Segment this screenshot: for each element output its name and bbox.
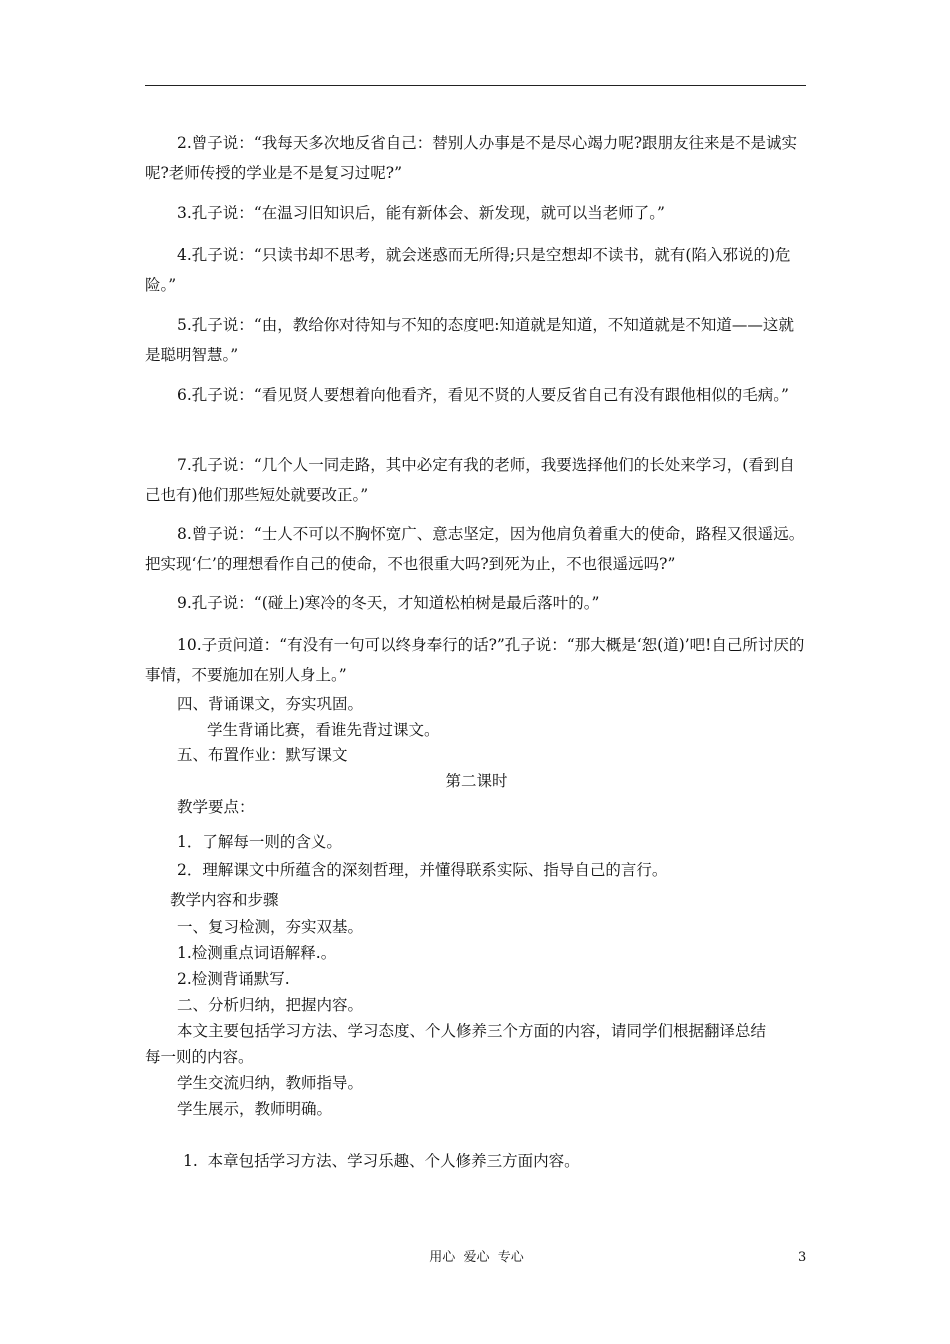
quote-4 — [145, 240, 808, 300]
lesson2-title: 第二课时 — [445, 772, 508, 790]
quote-7 — [145, 450, 808, 510]
summary-item-1: 1. 本章包括学习方法、学习乐趣、个人修养三方面内容。 — [183, 1152, 580, 1170]
footer-text: 用心 爱心 专心 — [429, 1250, 524, 1265]
step2-heading: 二、分析归纳，把握内容。 — [177, 996, 364, 1014]
key-points-label: 教学要点： — [177, 798, 255, 816]
quote-text: 2.曾子说：“我每天多次地反省自己：替别人办事是不是尽心竭力呢?跟朋友往来是不是诚实呢?老师传授的学业是不是复习过呢?” — [145, 134, 798, 182]
key-point-1: 1．了解每一则的含义。 — [177, 833, 342, 851]
quote-3 — [145, 198, 808, 228]
key-point-2: 2．理解课文中所蕴含的深刻哲理，并懂得联系实际、指导自己的言行。 — [177, 861, 668, 879]
step2-intro-line2: 每一则的内容。 — [145, 1048, 254, 1066]
quote-6 — [145, 380, 808, 410]
step1-item-2: 2.检测背诵默写. — [177, 970, 290, 988]
steps-label: 教学内容和步骤 — [170, 891, 279, 909]
quote-text: 5.孔子说：“由，教给你对待知与不知的态度吧:知道就是知道，不知道就是不知道——这就是聪明智慧。” — [145, 316, 794, 364]
section5-heading: 五、布置作业：默写课文 — [177, 746, 348, 764]
quote-5 — [145, 310, 808, 370]
quote-text: 6.孔子说：“看见贤人要想着向他看齐，看见不贤的人要反省自己有没有跟他相似的毛病。” — [177, 386, 789, 404]
quote-2 — [145, 128, 808, 188]
quote-text: 4.孔子说：“只读书却不思考，就会迷惑而无所得;只是空想却不读书，就有(陷入邪说的)危险。” — [145, 246, 791, 294]
step1-item-1: 1.检测重点词语解释.。 — [177, 944, 337, 962]
quote-text: 7.孔子说：“几个人一同走路，其中必定有我的老师，我要选择他们的长处来学习，(看到自己也有)他们那些短处就要改正。” — [145, 456, 795, 504]
step2-intro-line1: 本文主要包括学习方法、学习态度、个人修养三个方面的内容，请同学们根据翻译总结 — [177, 1022, 767, 1040]
quote-9 — [145, 588, 808, 618]
step2-b: 学生展示，教师明确。 — [177, 1100, 333, 1118]
quote-text: 8.曾子说：“士人不可以不胸怀宽广、意志坚定，因为他肩负着重大的使命，路程又很遥远。把实现‘仁’的理想看作自己的使命，不也很重大吗?到死为止，不也很遥远吗?” — [145, 525, 805, 573]
quote-text: 10.子贡问道：“有没有一句可以终身奉行的话?”孔子说：“那大概是‘恕(道)’吧!自己所讨厌的事情，不要施加在别人身上。” — [145, 636, 805, 684]
quote-text: 3.孔子说：“在温习旧知识后，能有新体会、新发现，就可以当老师了。” — [177, 204, 665, 222]
step1-heading: 一、复习检测，夯实双基。 — [177, 918, 364, 936]
page-number: 3 — [798, 1250, 807, 1265]
header-rule — [145, 85, 806, 86]
step2-a: 学生交流归纳，教师指导。 — [177, 1074, 364, 1092]
section4-text: 学生背诵比赛，看谁先背过课文。 — [207, 721, 440, 739]
quote-text: 9.孔子说：“(碰上)寒冷的冬天，才知道松柏树是最后落叶的。” — [177, 594, 600, 612]
quote-8 — [145, 519, 808, 579]
section4-heading: 四、背诵课文，夯实巩固。 — [177, 695, 364, 713]
quote-10 — [145, 630, 808, 690]
